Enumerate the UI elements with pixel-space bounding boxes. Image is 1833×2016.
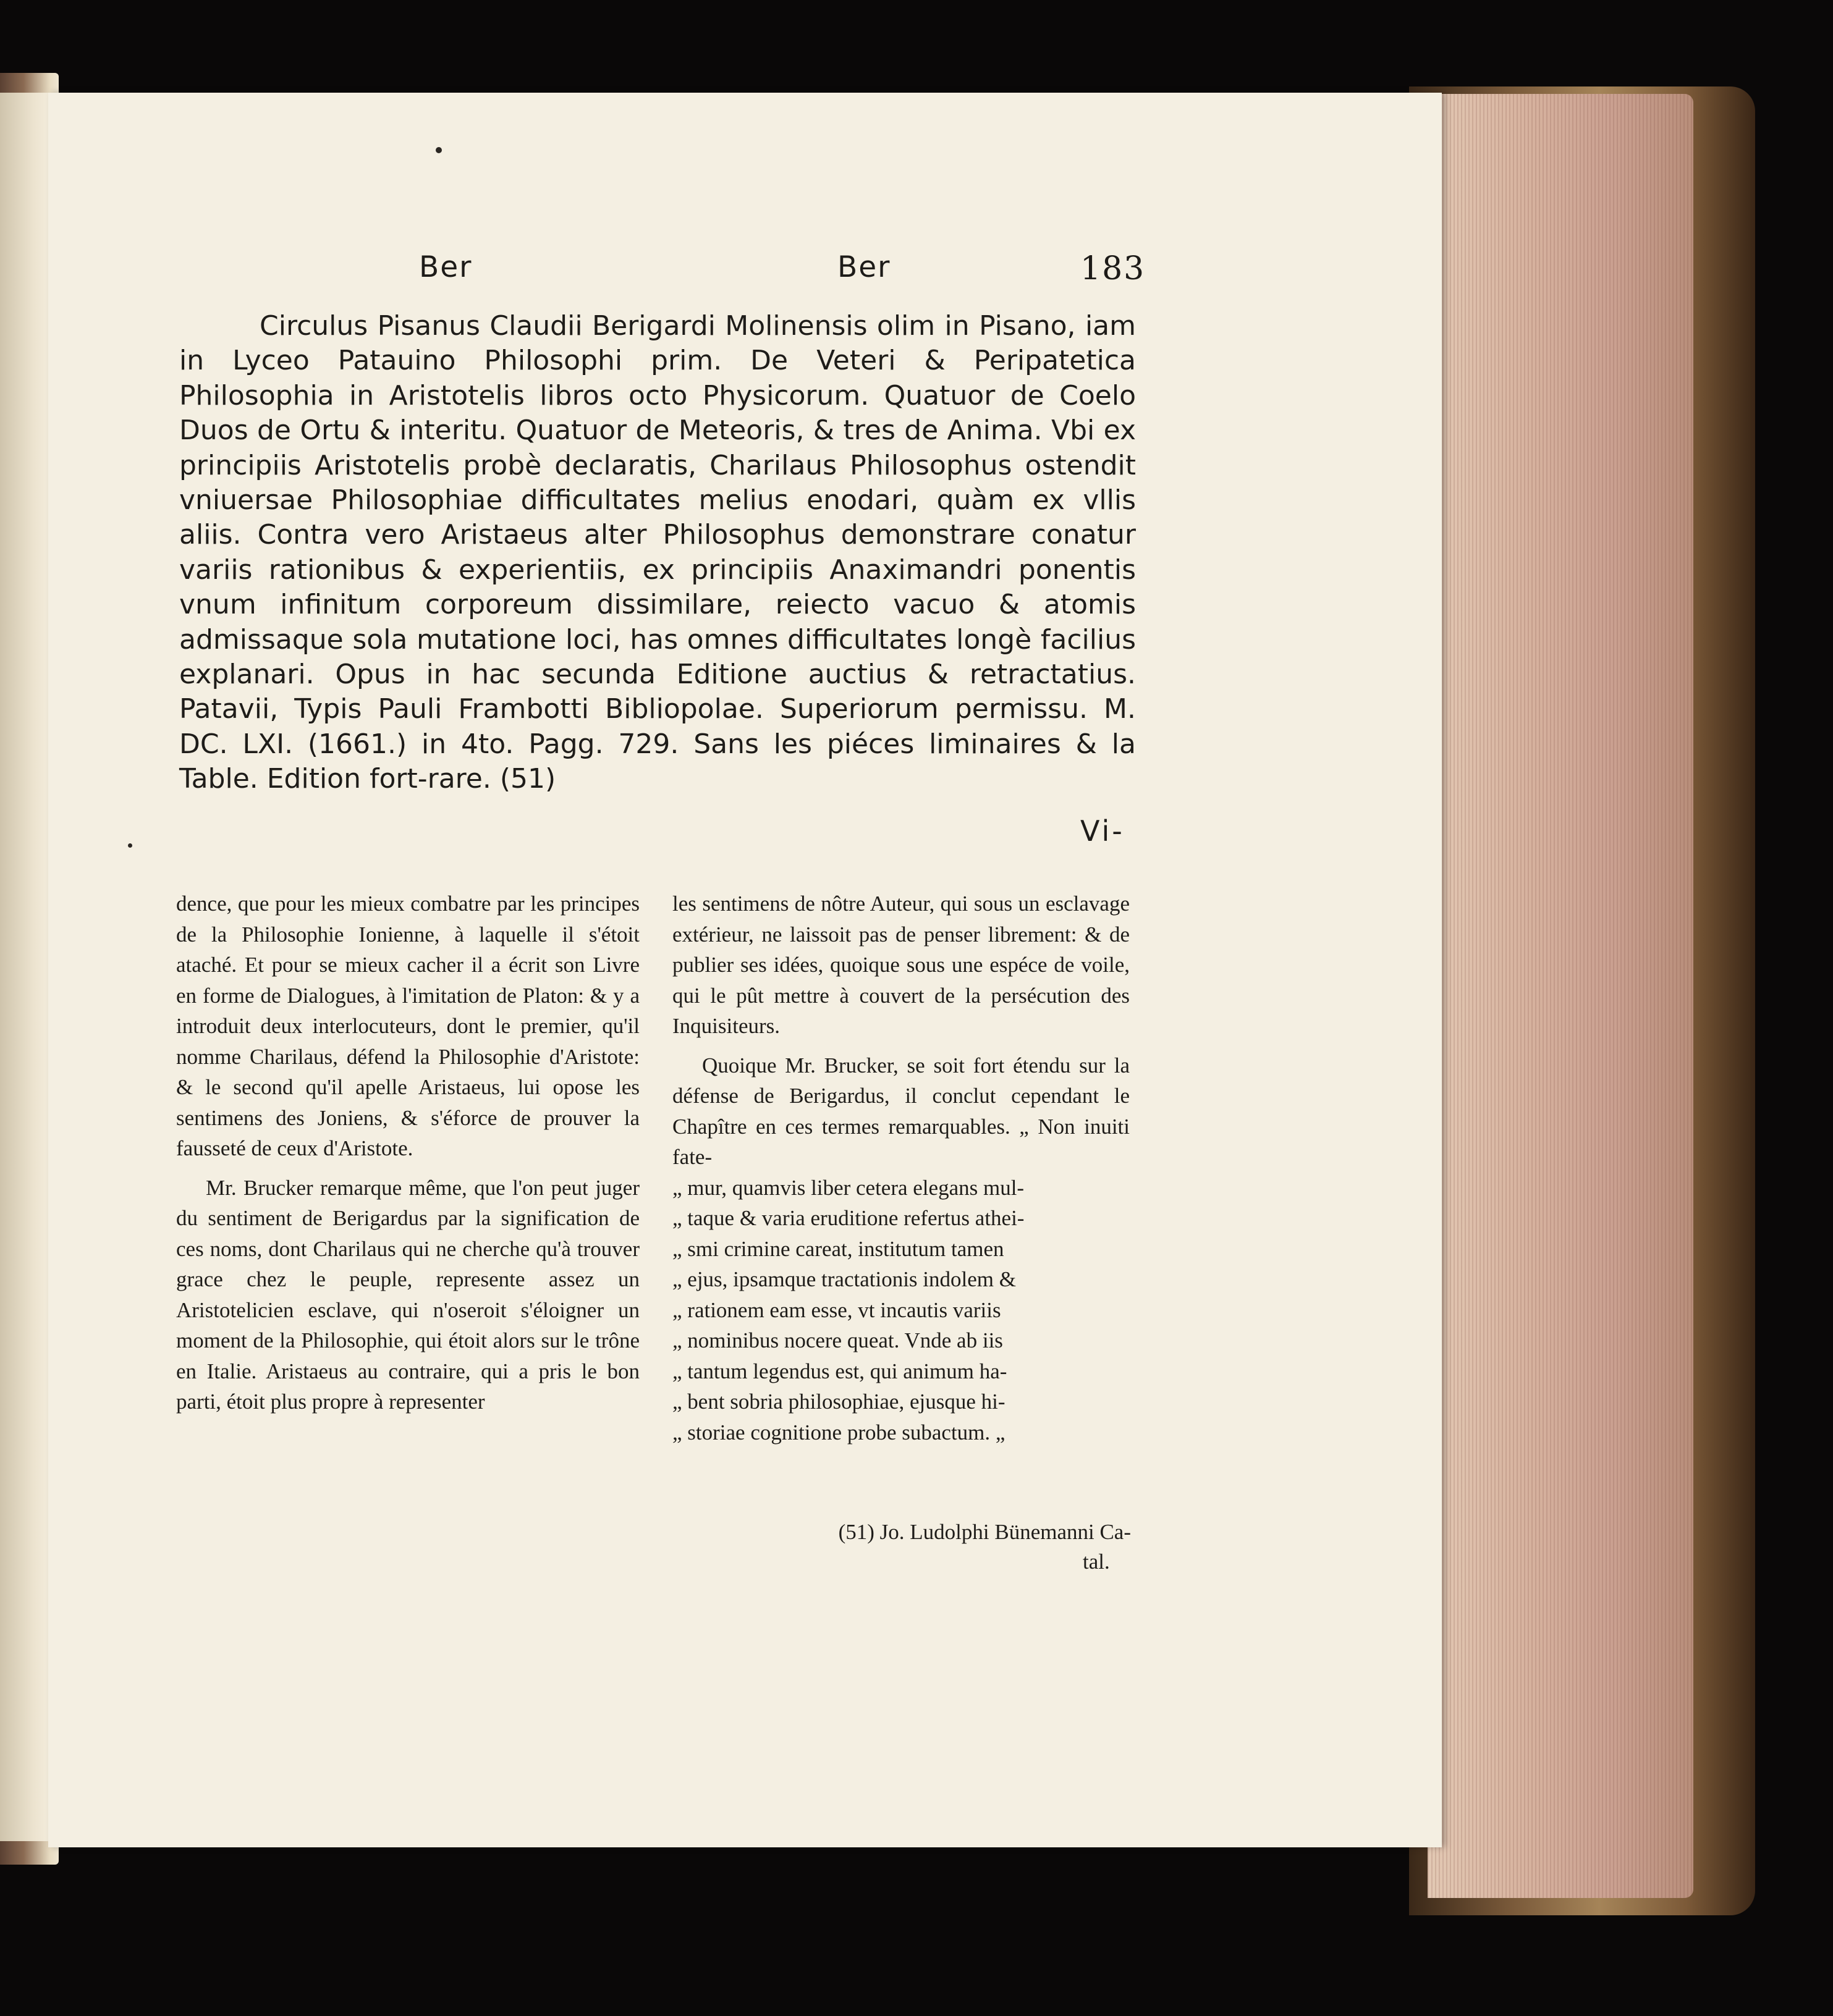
catalogue-entry bbox=[179, 309, 1136, 797]
quote-line: „ bent sobria philosophiae, ejusque hi- bbox=[672, 1390, 1005, 1414]
running-head-right: Ber bbox=[837, 250, 891, 284]
quote-line: „ rationem eam esse, vt incautis variis bbox=[672, 1297, 1001, 1322]
ink-speck bbox=[128, 843, 132, 848]
ink-speck bbox=[436, 147, 442, 153]
quote-line: „ storiae cognitione probe subactum. „ bbox=[672, 1420, 1005, 1445]
quote-line: „ mur, quamvis liber cetera elegans mul- bbox=[672, 1175, 1025, 1200]
running-head-left: Ber bbox=[419, 250, 473, 284]
left-column bbox=[176, 888, 640, 1426]
left-para-1: dence, que pour les mieux combatre par les principes de la Philosophie Ionienne, à laquelle il s'étoit ataché. Et pour se mieux cacher il a écrit son Livre en forme de Dialogues, à l'imitation de Platon: & y a introduit deux interlocuteurs, dont le premier, qu'il nomme Charilaus, défend la Philosophie d'Aristote: & le second qu'il apelle Aristaeus, lui opose les sentimens des Joniens, & s'éforce de prouver la fausseté de ceux d'Aristote. bbox=[176, 892, 640, 1160]
footnote: (51) Jo. Ludolphi Bünemanni Ca- bbox=[838, 1520, 1131, 1544]
right-column bbox=[672, 888, 1130, 1456]
footnote-catchword: tal. bbox=[1083, 1550, 1110, 1574]
left-para-2: Mr. Brucker remarque même, que l'on peut juger du sentiment de Berigardus par la signification de ces noms, dont Charilaus qui ne cherche qu'à trouver grace chez le peuple, represente assez un Aristotelicien esclave, qui n'oseroit s'éloigner un moment de la Philosophie, qui étoit alors sur le trône en Italie. Aristaeus au contraire, qui a pris le bon parti, étoit plus propre à representer bbox=[176, 1175, 640, 1414]
right-para-1: les sentimens de nôtre Auteur, qui sous un esclavage extérieur, ne laissoit pas de penser librement: & de publier ses idées, quoique sous une espéce de voile, qui le pût mettre à couvert de la persécution des Inquisiteurs. bbox=[672, 892, 1130, 1038]
right-para-2: Quoique Mr. Brucker, se soit fort étendu sur la défense de Berigardus, il conclut cependant le Chapître en ces termes remarquables. „ Non inuiti fate- bbox=[672, 1053, 1130, 1169]
quote-line: „ taque & varia eruditione refertus athei- bbox=[672, 1206, 1025, 1230]
page-edges bbox=[1428, 94, 1693, 1898]
entry-catchword: Vi- bbox=[1080, 814, 1125, 848]
left-page-sliver bbox=[0, 93, 48, 1841]
quote-line: „ tantum legendus est, qui animum ha- bbox=[672, 1359, 1007, 1383]
quote-line: „ nominibus nocere queat. Vnde ab iis bbox=[672, 1328, 1003, 1352]
quote-line: „ smi crimine careat, institutum tamen bbox=[672, 1236, 1004, 1261]
entry-text: Circulus Pisanus Claudii Berigardi Molinensis olim in Pisano, iam in Lyceo Patauino Philosophi prim. De Veteri & Peripatetica Philosophia in Aristotelis libros octo Physicorum. Quatuor de Coelo Duos de Ortu & interitu. Quatuor de Meteoris, & tres de Anima. Vbi ex principiis Aristotelis probè declaratis, Charilaus Philosophus ostendit vniuersae Philosophiae difficultates melius enodari, quàm ex vllis aliis. Contra vero Aristaeus alter Philosophus demonstrare conatur variis rationibus & experientiis, ex principiis Anaximandri ponentis vnum infinitum corporeum dissimilare, reiecto vacuo & atomis admissaque sola mutatione loci, has omnes difficultates longè facilius explanari. Opus in hac secunda Editione auctius & retractatius. Patavii, Typis Pauli Frambotti Bibliopolae. Superiorum permissu. M. DC. LXI. (1661.) in 4to. Pagg. 729. Sans les piéces liminaires & la Table. Edition fort-rare. (51) bbox=[179, 310, 1136, 795]
quote-line: „ ejus, ipsamque tractationis indolem & bbox=[672, 1267, 1016, 1291]
quote-block bbox=[672, 1173, 1130, 1448]
page-number: 183 bbox=[1080, 250, 1146, 287]
